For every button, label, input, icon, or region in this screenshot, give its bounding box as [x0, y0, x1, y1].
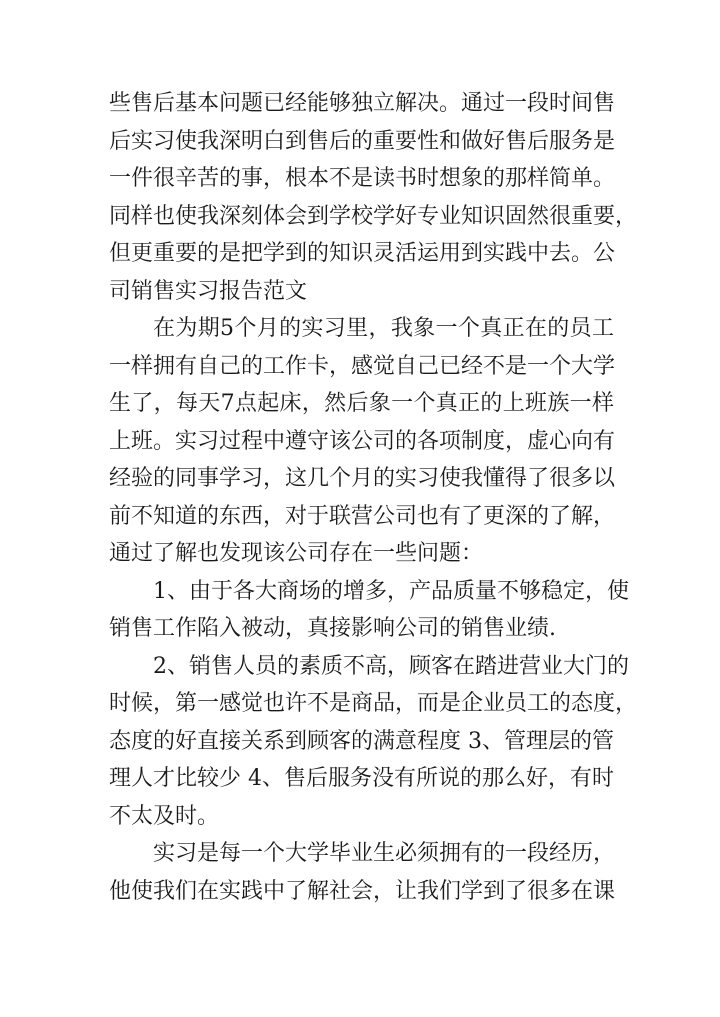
- text-line: 但更重要的是把学到的知识灵活运用到实践中去。公: [109, 241, 616, 266]
- text-line: 理人才比较少 4、售后服务没有所说的那么好，有时: [109, 766, 614, 791]
- text-line: 通过了解也发现该公司存在一些问题：: [109, 541, 484, 566]
- paragraph-first-line: 在为期5个月的实习里，我象一个真正在的员工: [153, 316, 614, 341]
- text-line: 一件很辛苦的事，根本不是读书时想象的那样简单。: [109, 166, 616, 191]
- text-line: 态度的好直接关系到顾客的满意程度 3、管理层的管: [109, 728, 614, 754]
- text-line: 一样拥有自己的工作卡，感觉自己已经不是一个大学: [109, 353, 616, 379]
- paragraph-first-line: 实习是每一个大学毕业生必须拥有的一段经历，: [153, 841, 616, 866]
- list-item-2: 2、销售人员的素质不高，顾客在踏进营业大门的: [153, 653, 629, 679]
- list-item-1: 1、由于各大商场的增多，产品质量不够稳定，使: [153, 578, 629, 604]
- text-line: 不太及时。: [109, 803, 220, 829]
- text-line: 上班。实习过程中遵守该公司的各项制度，虚心向有: [109, 428, 616, 454]
- text-line: 销售工作陷入被动，真接影响公司的销售业绩.: [109, 616, 556, 641]
- text-line: 后实习使我深明白到售后的重要性和做好售后服务是: [109, 128, 616, 154]
- text-line: 生了，每天7点起床，然后象一个真正的上班族一样: [109, 391, 614, 416]
- text-line: 司销售实习报告范文: [109, 278, 308, 304]
- text-line: 时候，第一感觉也许不是商品，而是企业员工的态度，: [109, 691, 638, 716]
- text-line: 些售后基本问题已经能够独立解决。通过一段时间售: [109, 91, 616, 116]
- text-line: 他使我们在实践中了解社会，让我们学到了很多在课: [109, 878, 616, 904]
- text-line: 同样也使我深刻体会到学校学好专业知识固然很重要，: [109, 203, 638, 229]
- text-line: 经验的同事学习，这几个月的实习使我懂得了很多以: [109, 466, 616, 491]
- document-body: [109, 85, 638, 910]
- text-line: 前不知道的东西，对于联营公司也有了更深的了解，: [109, 503, 616, 529]
